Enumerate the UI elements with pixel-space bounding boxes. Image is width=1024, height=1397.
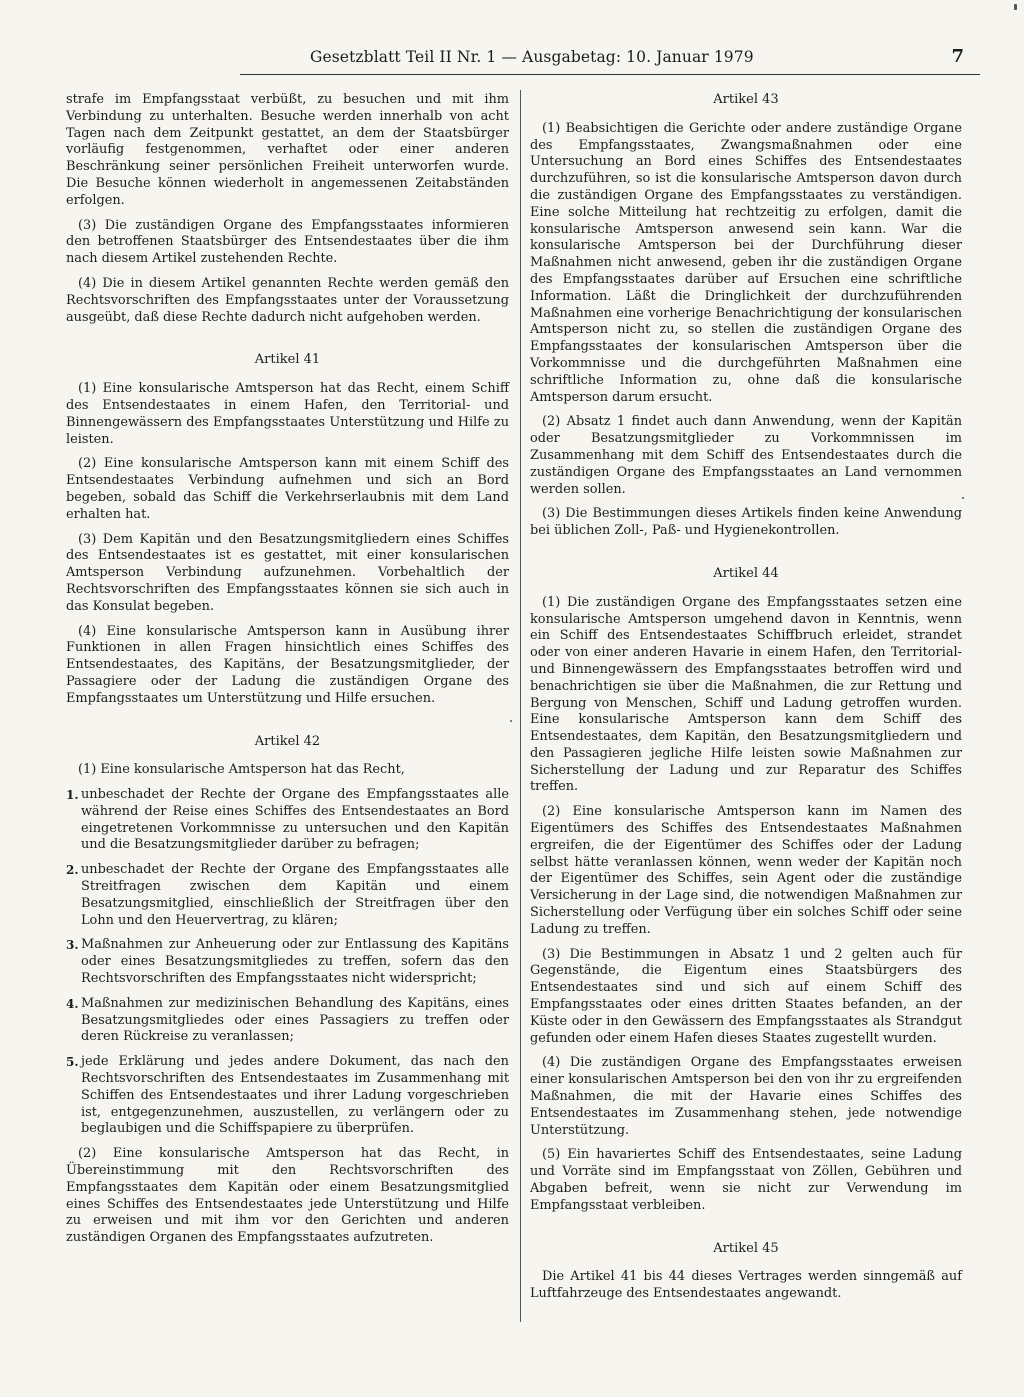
paragraph-art41-2: (2) Eine konsularische Amtsperson kann mit einem Schiff des Entsendestaates Verbindung aufnehmen und sich an Bord begeben, sobald das Schiff die Verkehrserlaubnis mit dem Land erhalten hat. [66,456,509,522]
heading-artikel-42: Artikel 42 [254,733,321,749]
paragraph-art43-2: (2) Absatz 1 findet auch dann Anwendung, wenn der Kapitän oder Besatzungsmitglieder zu Vorkommnissen im Zusammenhang mit dem Schiff des Entsendestaates durch die zuständigen Organe des Empfangsstaates an Land vernommen werden sollen. [530,414,962,497]
paragraph-art41-1: (1) Eine konsularische Amtsperson hat das Recht, einem Schiff des Entsendestaates in einem Hafen, den Territorial- und Binnengewässern des Empfangsstaates Unterstützung und Hilfe zu leisten. [66,381,509,447]
list-item-number: 3. [66,938,79,953]
list-item-text: unbeschadet der Rechte der Organe des Empfangsstaates alle Streitfragen zwischen dem Kapitän und einem Besatzungsmitglied, einschließlich der Streitfragen über den Lohn und den Heuervertrag, zu klären; [81,862,509,928]
left-column [66,92,509,1247]
list-item-text: Maßnahmen zur medizinischen Behandlung des Kapitäns, eines Besatzungsmitgliedes oder eines Passagiers zu treffen oder deren Rückreise zu veranlassen; [81,995,509,1045]
scan-speck [962,497,964,499]
list-item [66,937,509,987]
page-header [240,46,980,75]
list-item-number: 2. [66,863,79,878]
scan-speck [1014,4,1017,10]
right-column [530,92,962,1303]
heading-artikel-44: Artikel 44 [713,565,779,581]
list-item-text: jede Erklärung und jedes andere Dokument, das nach den Rechtsvorschriften des Entsendestaates im Zusammenhang mit Schiffen des Entsendestaates und ihrer Ladung vorgeschrieben ist, entgegenzunehmen, auszustellen, zu verlängern oder zu beglaubigen und die Schiffspapiere zu überprüfen. [81,1054,509,1137]
paragraph-art44-5: (5) Ein havariertes Schiff des Entsendestaates, seine Ladung und Vorräte sind im Empfangsstaat von Zöllen, Gebühren und Abgaben befreit, wenn sie nicht zur Verwendung im Empfangsstaat verbleiben. [530,1147,962,1213]
heading-artikel-41: Artikel 41 [254,352,321,368]
heading-artikel-45: Artikel 45 [713,1240,779,1256]
heading-artikel-43: Artikel 43 [713,92,779,107]
paragraph-art40-3: (3) Die zuständigen Organe des Empfangsstaates informieren den betroffenen Staatsbürger des Entsendestaates über die ihm nach diesem Artikel zustehenden Rechte. [66,217,509,267]
list-item-text: unbeschadet der Rechte der Organe des Empfangsstaates alle während der Reise eines Schiffes des Entsendestaates an Bord eingetretenen Vorkommnisse zu untersuchen und den Kapitän und die Besatzungsmitglieder darüber zu befragen; [81,787,509,853]
paragraph-art44-4: (4) Die zuständigen Organe des Empfangsstaates erweisen einer konsularischen Amtsperson bei den von ihr zu ergreifenden Maßnahmen, die mit der Havarie eines Schiffes des Entsendestaates im Zusammenhang stehen, jede notwendige Unterstützung. [530,1055,962,1138]
paragraph-art41-3: (3) Dem Kapitän und den Besatzungsmitgliedern eines Schiffes des Entsendestaates ist es gestattet, mit einer konsularischen Amtsperson Verbindung aufzunehmen. Vorbehaltlich der Rechtsvorschriften des Empfangsstaates können sie sich auch in das Konsulat begeben. [66,531,509,614]
list-item [66,787,509,854]
list-item-number: 1. [66,788,79,803]
paragraph-art44-3: (3) Die Bestimmungen in Absatz 1 und 2 gelten auch für Gegenstände, die Eigentum eines Staatsbürgers des Entsendestaates sind und sich auf einem Schiff des Empfangsstaates oder eines dritten Staates befanden, an der Küste oder in den Gewässern des Empfangsstaates als Strandgut gefunden oder einem Hafen dieses Staates zugestellt wurden. [530,946,962,1046]
list-item-number: 4. [66,996,79,1011]
column-divider [520,90,521,1322]
paragraph-art42-2: (2) Eine konsularische Amtsperson hat das Recht, in Übereinstimmung mit den Rechtsvorschriften des Empfangsstaates dem Kapitän oder einem Besatzungsmitglied eines Schiffes des Entsendestaates jede Unterstützung und Hilfe zu erweisen und mit ihm vor den Gerichten und anderen zuständigen Organen des Empfangsstaates aufzutreten. [66,1146,509,1246]
list-item [66,862,509,929]
art42-numbered-list [66,787,509,1138]
list-item-text: Maßnahmen zur Anheuerung oder zur Entlassung des Kapitäns oder eines Besatzungsmitgliedes zu treffen, sofern das den Rechtsvorschriften des Empfangsstaates nicht widerspricht; [81,937,509,987]
header-title: Gesetzblatt Teil II Nr. 1 — Ausgabetag: 10. Januar 1979 [310,48,754,66]
list-item [66,1054,509,1138]
page-number: 7 [951,46,964,67]
paragraph-art43-1: (1) Beabsichtigen die Gerichte oder andere zuständige Organe des Empfangsstaates, Zwangsmaßnahmen oder eine Untersuchung an Bord eines Schiffes des Entsendestaates durchzuführen, so ist die konsularische Amtsperson davon durch die zuständigen Organe des Empfangsstaates zu verständigen. Eine solche Mitteilung hat rechtzeitig zu erfolgen, damit die konsularische Amtsperson anwesend sein kann. War die konsularische Amtsperson bei der Durchführung dieser Maßnahmen nicht anwesend, geben ihr die zuständigen Organe des Empfangsstaates darüber auf Ersuchen eine schriftliche Information. Läßt die Dringlichkeit der durchzuführenden Maßnahmen eine vorherige Benachrichtigung der konsularischen Amtsperson nicht zu, so stellen die zuständigen Organe des Empfangsstaates der konsularischen Amtsperson über die Vorkommnisse und die durchgeführten Maßnahmen eine schriftliche Information zu, ohne daß die konsularische Amtsperson darum ersucht. [530,120,962,405]
paragraph-art41-4: (4) Eine konsularische Amtsperson kann in Ausübung ihrer Funktionen in allen Fragen hinsichtlich eines Schiffes des Entsendestaates, des Kapitäns, der Besatzungsmitglieder, der Passagiere oder der Ladung die zuständigen Organe des Empfangsstaates um Unterstützung und Hilfe ersuchen. [66,623,509,706]
paragraph-art44-2: (2) Eine konsularische Amtsperson kann im Namen des Eigentümers des Schiffes des Entsendestaates Maßnahmen ergreifen, die der Eigentümer des Schiffes oder der Ladung selbst hätte veranlassen können, wenn weder der Kapitän noch der Eigentümer des Schiffes, sein Agent oder die zuständige Versicherung in der Lage sind, die notwendigen Maßnahmen zur Sicherstellung oder Verfügung über ein solches Schiff oder seine Ladung zu treffen. [530,804,962,937]
list-item-number: 5. [66,1055,79,1070]
paragraph-art44-1: (1) Die zuständigen Organe des Empfangsstaates setzen eine konsularische Amtsperson umgehend davon in Kenntnis, wenn ein Schiff des Entsendestaates Schiffbruch erleidet, strandet oder von einer anderen Havarie in einem Hafen, den Territorial- und Binnengewässern des Empfangsstaates betroffen wird und benachrichtigen sie über die Maßnahmen, die zur Rettung und Bergung von Menschen, Schiff und Ladung getroffen wurden. Eine konsularische Amtsperson kann dem Schiff des Entsendestaates, dem Kapitän, den Besatzungsmitgliedern und den Passagieren jegliche Hilfe leisten sowie Maßnahmen zur Sicherstellung der Ladung und zur Reparatur des Schiffes treffen. [530,594,962,795]
paragraph-art43-3: (3) Die Bestimmungen dieses Artikels finden keine Anwendung bei üblichen Zoll-, Paß- und Hygienekontrollen. [530,506,962,539]
scan-speck [510,720,512,722]
paragraph-art45: Die Artikel 41 bis 44 dieses Vertrages werden sinngemäß auf Luftfahrzeuge des Entsendestaates angewandt. [530,1269,962,1302]
list-item [66,996,509,1046]
paragraph-art42-1-intro: (1) Eine konsularische Amtsperson hat das Recht, [78,762,405,778]
paragraph-art40-4: (4) Die in diesem Artikel genannten Rechte werden gemäß den Rechtsvorschriften des Empfangsstaates unter der Voraussetzung ausgeübt, daß diese Rechte dadurch nicht aufgehoben werden. [66,275,509,325]
paragraph-art40-continuation: strafe im Empfangsstaat verbüßt, zu besuchen und mit ihm Verbindung zu unterhalten. Besuche werden innerhalb von acht Tagen nach dem Zeitpunkt gestattet, an dem der Staatsbürger vorläufig festgenommen, verhaftet oder einer anderen Beschränkung seiner persönlichen Freiheit unterworfen wurde. Die Besuche können wiederholt in angemessenen Zeitabständen erfolgen. [66,92,509,208]
